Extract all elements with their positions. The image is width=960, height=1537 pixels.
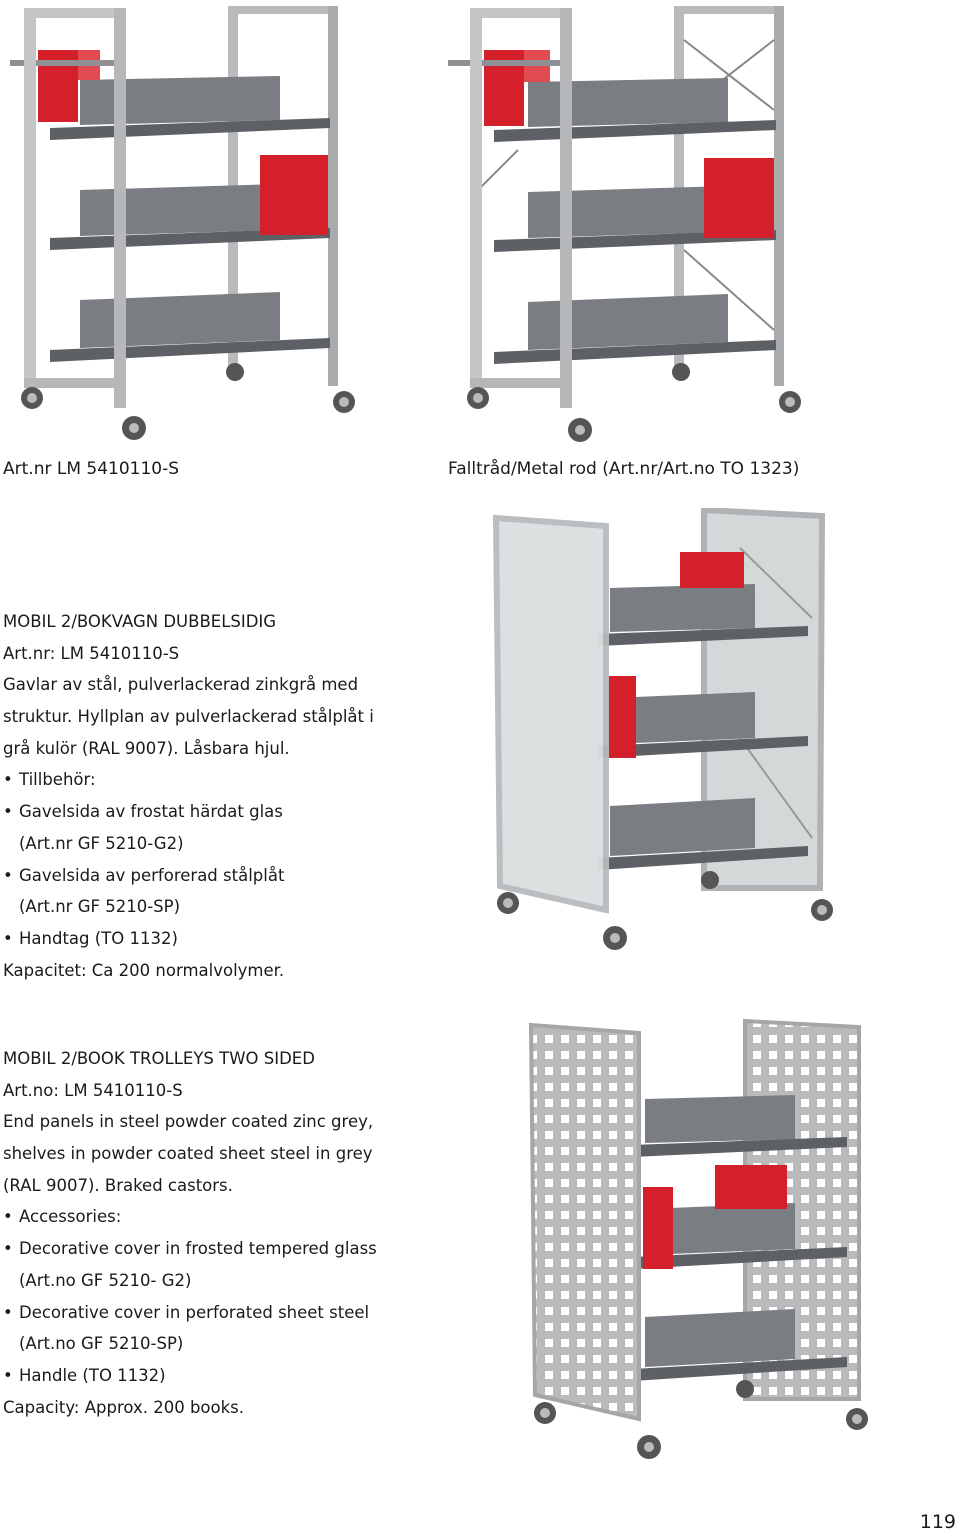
swedish-heading: MOBIL 2/BOKVAGN DUBBELSIDIG: [3, 612, 277, 631]
swedish-bullet: • Gavelsida av frostat härdat glas: [3, 796, 374, 828]
swedish-description: [3, 606, 374, 986]
english-body-line: (RAL 9007). Braked castors.: [3, 1175, 233, 1195]
english-indented: (Art.no GF 5210-SP): [19, 1334, 184, 1354]
swedish-body-line: grå kulör (RAL 9007). Låsbara hjul.: [3, 738, 290, 758]
swedish-body-line: Gavlar av stål, pulverlackerad zinkgrå med: [3, 675, 359, 695]
trolley-image-basic: [10, 0, 370, 450]
caption-metal-rod: Falltråd/Metal rod (Art.nr/Art.no TO 1323): [448, 459, 800, 479]
swedish-bullet: • Tillbehör:: [3, 764, 374, 796]
english-bullet: • Accessories:: [3, 1201, 377, 1233]
swedish-art-nr: Art.nr: LM 5410110-S: [3, 643, 180, 663]
swedish-indented: (Art.nr GF 5210-SP): [19, 897, 181, 917]
english-body-line: End panels in steel powder coated zinc grey,: [3, 1112, 374, 1132]
swedish-bullet: • Gavelsida av perforerad stålplåt: [3, 860, 374, 892]
caption-art-nr: Art.nr LM 5410110-S: [3, 459, 180, 479]
swedish-indented: (Art.nr GF 5210-G2): [19, 833, 184, 853]
trolley-image-perforated-panel: [525, 1015, 870, 1465]
english-art-no: Art.no: LM 5410110-S: [3, 1080, 183, 1100]
trolley-image-glass-panel: [490, 508, 835, 958]
english-capacity: Capacity: Approx. 200 books.: [3, 1397, 245, 1417]
swedish-body-line: struktur. Hyllplan av pulverlackerad stålplåt i: [3, 707, 374, 727]
english-body-line: shelves in powder coated sheet steel in grey: [3, 1144, 373, 1164]
trolley-image-metal-rod: [448, 0, 808, 450]
english-indented: (Art.no GF 5210- G2): [19, 1270, 192, 1290]
swedish-capacity: Kapacitet: Ca 200 normalvolymer.: [3, 960, 285, 980]
english-heading: MOBIL 2/BOOK TROLLEYS TWO SIDED: [3, 1049, 315, 1068]
page-number: 119: [919, 1511, 956, 1533]
swedish-bullet: • Handtag (TO 1132): [3, 923, 374, 955]
english-bullet: • Handle (TO 1132): [3, 1360, 377, 1392]
english-bullet: • Decorative cover in frosted tempered glass: [3, 1233, 377, 1265]
english-description: [3, 1043, 377, 1423]
english-bullet: • Decorative cover in perforated sheet steel: [3, 1297, 377, 1329]
